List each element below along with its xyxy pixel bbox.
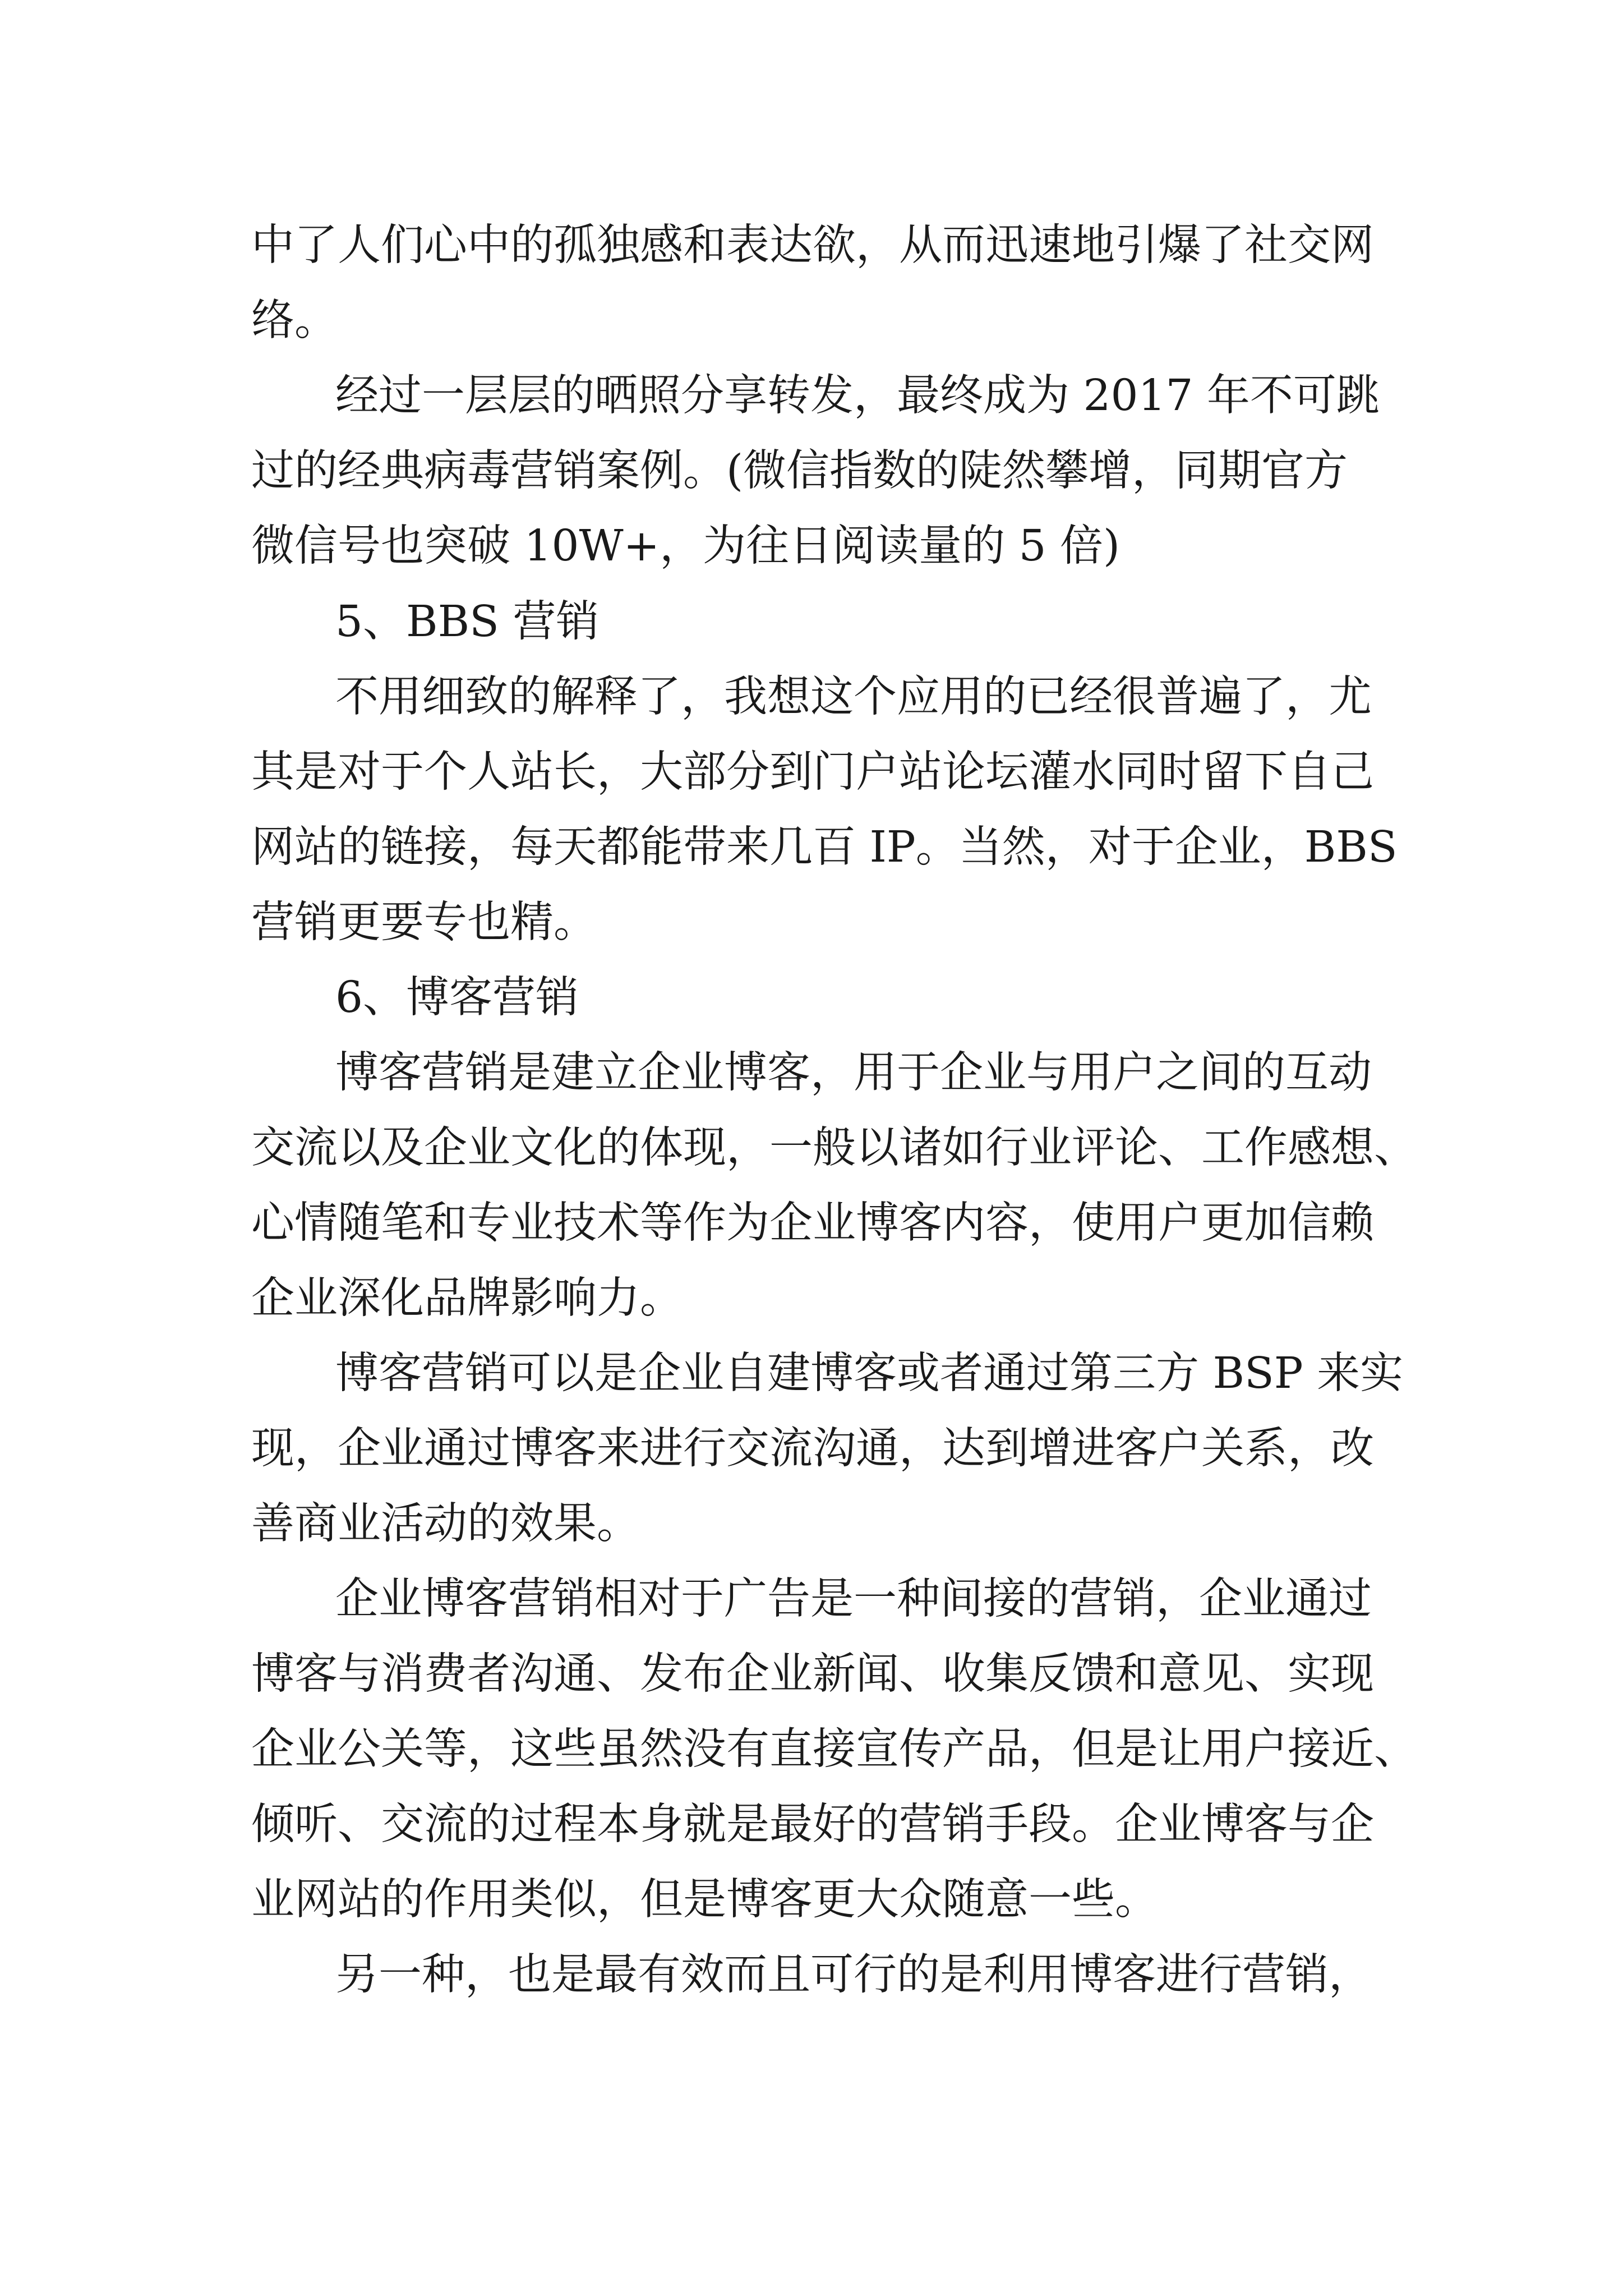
body-text-line: 交流以及企业文化的体现，一般以诸如行业评论、工作感想、 xyxy=(251,1123,1417,1173)
body-text-line: 微信号也突破 10W+，为往日阅读量的 5 倍) xyxy=(251,521,1121,571)
body-text-line: 络。 xyxy=(251,296,338,346)
body-text-line: 倾听、交流的过程本身就是最好的营销手段。企业博客与企 xyxy=(251,1800,1374,1849)
body-text-line: 博客营销是建立企业博客，用于企业与用户之间的互动 xyxy=(335,1048,1372,1098)
body-text-line: 心情随笔和专业技术等作为企业博客内容，使用户更加信赖 xyxy=(251,1198,1374,1248)
body-text-line: 经过一层层的晒照分享转发，最终成为 2017 年不可跳 xyxy=(335,371,1380,421)
body-text-line: 博客与消费者沟通、发布企业新闻、收集反馈和意见、实现 xyxy=(251,1649,1374,1699)
body-text-line: 企业深化品牌影响力。 xyxy=(251,1273,683,1323)
body-text-line: 中了人们心中的孤独感和表达欲，从而迅速地引爆了社交网 xyxy=(251,220,1374,270)
body-text-line: 企业公关等，这些虽然没有直接宣传产品，但是让用户接近、 xyxy=(251,1724,1417,1774)
body-text-line: 业网站的作用类似，但是博客更大众随意一些。 xyxy=(251,1875,1158,1925)
body-text-line: 不用细致的解释了，我想这个应用的已经很普遍了，尤 xyxy=(335,672,1372,722)
body-text-line: 其是对于个人站长，大部分到门户站论坛灌水同时留下自己 xyxy=(251,747,1374,797)
body-text-line: 过的经典病毒营销案例。(微信指数的陡然攀增，同期官方 xyxy=(251,446,1348,496)
section-heading: 5、BBS 营销 xyxy=(335,597,600,647)
body-text-line: 营销更要专也精。 xyxy=(251,898,597,947)
section-heading: 6、博客营销 xyxy=(335,973,579,1023)
body-text-line: 另一种，也是最有效而且可行的是利用博客进行营销， xyxy=(335,1950,1372,2000)
body-text-line: 善商业活动的效果。 xyxy=(251,1499,640,1549)
body-text-line: 网站的链接，每天都能带来几百 IP。当然，对于企业，BBS xyxy=(251,822,1398,872)
body-text-line: 现，企业通过博客来进行交流沟通，达到增进客户关系，改 xyxy=(251,1424,1374,1474)
body-text-line: 企业博客营销相对于广告是一种间接的营销，企业通过 xyxy=(335,1574,1372,1624)
body-text-line: 博客营销可以是企业自建博客或者通过第三方 BSP 来实 xyxy=(335,1349,1404,1398)
